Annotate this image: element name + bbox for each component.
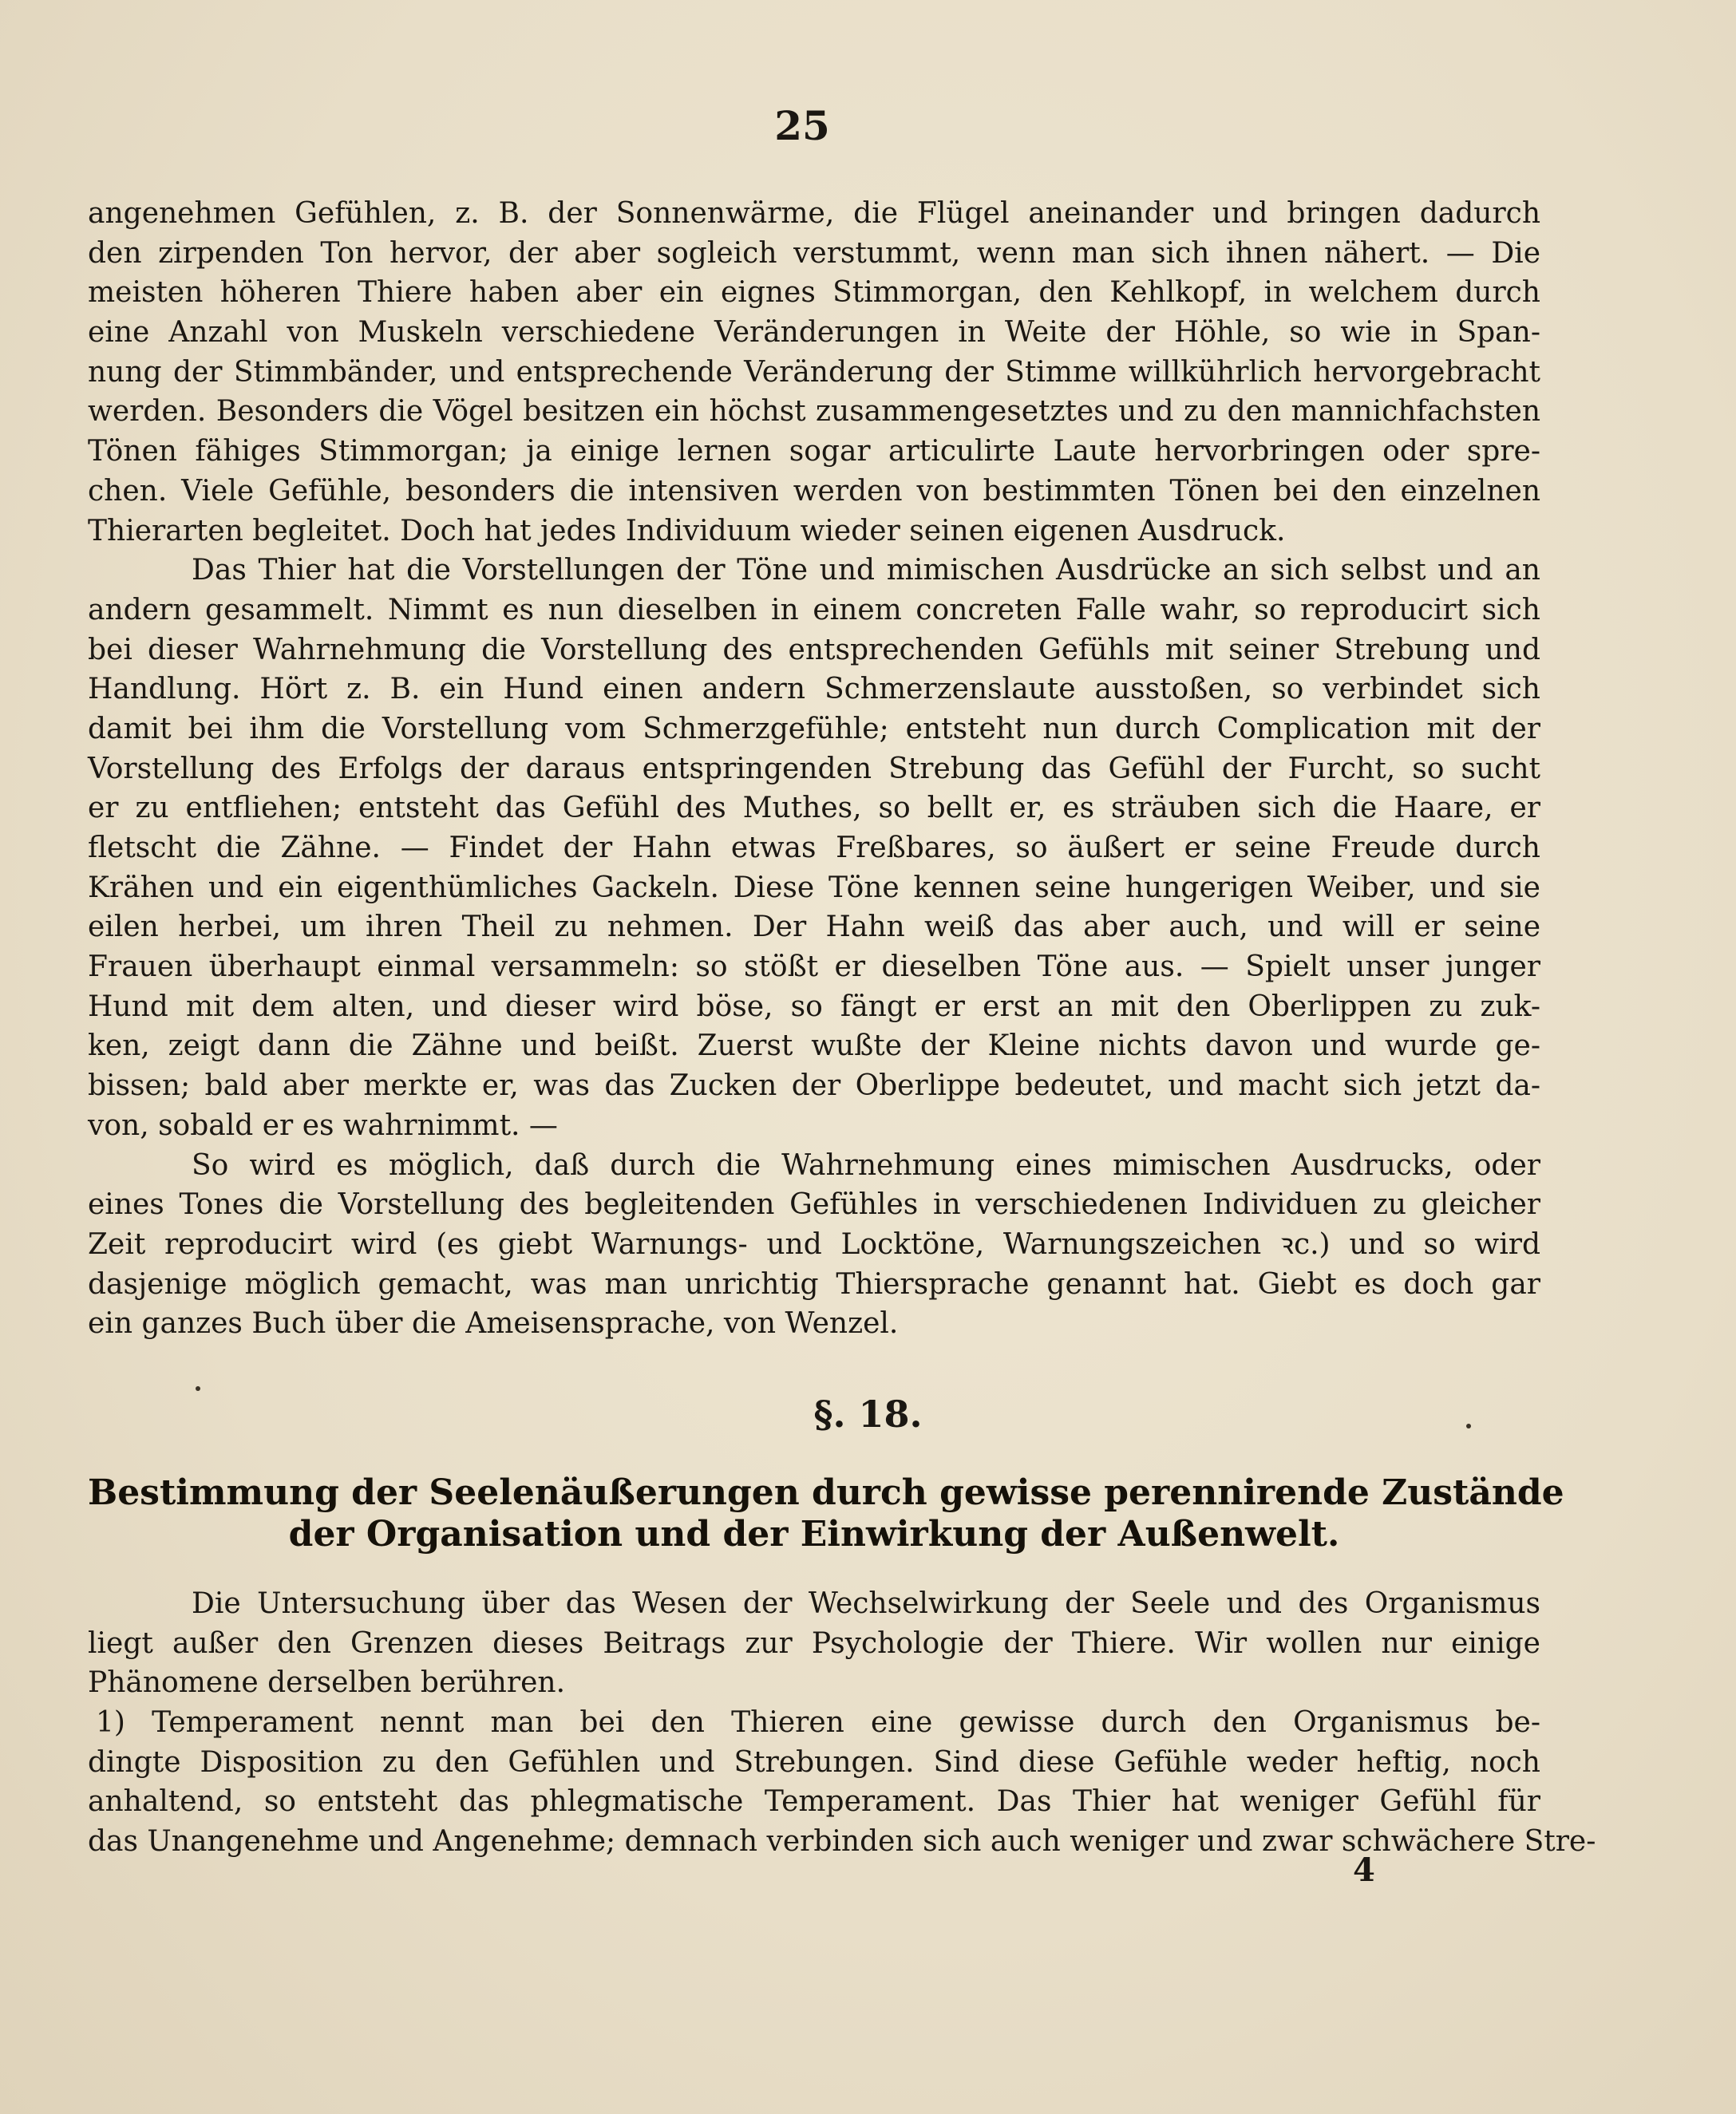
text-line: liegt außer den Grenzen dieses Beitrags zur Psychologie der Thiere. Wir wollen nur einige	[88, 1626, 1540, 1660]
text-line: Phänomene derselben berühren.	[88, 1666, 566, 1700]
text-line: nung der Stimmbänder, und entsprechende Veränderung der Stimme willkührlich hervorgebracht	[88, 355, 1540, 389]
text-line: er zu entfliehen; entsteht das Gefühl des Muthes, so bellt er, es sträuben sich die Haare, er	[88, 792, 1540, 825]
text-line: Hund mit dem alten, und dieser wird böse, so fängt er erst an mit den Oberlippen zu zuk-	[88, 990, 1540, 1023]
section-number: §. 18.	[813, 1393, 923, 1436]
text-line: angenehmen Gefühlen, z. B. der Sonnenwärme, die Flügel aneinander und bringen dadurch	[88, 197, 1540, 230]
text-line: bissen; bald aber merkte er, was das Zucken der Oberlippe bedeutet, und macht sich jetzt da-	[88, 1069, 1540, 1103]
text-line: damit bei ihm die Vorstellung vom Schmerzgefühle; entsteht nun durch Complication mit der	[88, 712, 1540, 745]
text-line: dingte Disposition zu den Gefühlen und Strebungen. Sind diese Gefühle weder heftig, noch	[88, 1745, 1540, 1779]
text-line: werden. Besonders die Vögel besitzen ein höchst zusammengesetztes und zu den mannichfachsten	[88, 395, 1540, 429]
text-line: Thierarten begleitet. Doch hat jedes Individuum wieder seinen eigenen Ausdruck.	[88, 514, 1286, 547]
text-line: Krähen und ein eigenthümliches Gackeln. Diese Töne kennen seine hungerigen Weiber, und sie	[88, 871, 1540, 904]
text-line: ein ganzes Buch über die Ameisensprache, von Wenzel.	[88, 1307, 899, 1341]
body-text-top	[88, 194, 1540, 1344]
heading-line: Bestimmung der Seelenäußerungen durch gewisse perennirende Zustände	[88, 1472, 1564, 1513]
text-line: Frauen überhaupt einmal versammeln: so stößt er dieselben Töne aus. — Spielt unser junger	[88, 950, 1540, 984]
text-line: andern gesammelt. Nimmt es nun dieselben in einem concreten Falle wahr, so reproducirt sich	[88, 593, 1540, 626]
text-line: von, sobald er es wahrnimmt. —	[88, 1108, 558, 1142]
text-line: eilen herbei, um ihren Theil zu nehmen. Der Hahn weiß das aber auch, und will er seine	[88, 911, 1540, 944]
text-line: So wird es möglich, daß durch die Wahrnehmung eines mimischen Ausdrucks, oder	[192, 1148, 1540, 1182]
print-speck	[196, 1386, 200, 1391]
text-line: anhaltend, so entsteht das phlegmatische Temperament. Das Thier hat weniger Gefühl für	[88, 1785, 1540, 1819]
text-line: ken, zeigt dann die Zähne und beißt. Zuerst wußte der Kleine nichts davon und wurde ge-	[88, 1029, 1540, 1063]
text-line: dasjenige möglich gemacht, was man unrichtig Thiersprache genannt hat. Giebt es doch gar	[88, 1267, 1540, 1301]
text-line: den zirpenden Ton hervor, der aber sogleich verstummt, wenn man sich ihnen nähert. — Die	[88, 236, 1540, 270]
text-line: Vorstellung des Erfolgs der daraus entspringenden Strebung das Gefühl der Furcht, so sucht	[88, 752, 1540, 785]
text-line: Das Thier hat die Vorstellungen der Töne und mimischen Ausdrücke an sich selbst und an	[192, 554, 1540, 587]
text-line: eine Anzahl von Muskeln verschiedene Veränderungen in Weite der Höhle, so wie in Span-	[88, 316, 1540, 350]
section-heading	[88, 1472, 1564, 1555]
text-line: Zeit reproducirt wird (es giebt Warnungs- und Locktöne, Warnungszeichen ꝛc.) und so wird	[88, 1227, 1540, 1261]
text-line: chen. Viele Gefühle, besonders die intensiven werden von bestimmten Tönen bei den einzelnen	[88, 474, 1540, 508]
signature-mark: 4	[1353, 1851, 1375, 1889]
body-text-bottom	[88, 1584, 1596, 1862]
text-line: 1) Temperament nennt man bei den Thieren eine gewisse durch den Organismus be-	[96, 1706, 1540, 1740]
text-line: bei dieser Wahrnehmung die Vorstellung des entsprechenden Gefühls mit seiner Strebung und	[88, 633, 1540, 666]
page-number: 25	[774, 102, 830, 149]
text-line: Handlung. Hört z. B. ein Hund einen andern Schmerzenslaute ausstoßen, so verbindet sich	[88, 673, 1540, 706]
text-line: das Unangenehme und Angenehme; demnach verbinden sich auch weniger und zwar schwächere Stre-	[88, 1825, 1596, 1859]
text-line: fletscht die Zähne. — Findet der Hahn etwas Freßbares, so äußert er seine Freude durch	[88, 832, 1540, 864]
text-line: eines Tones die Vorstellung des begleitenden Gefühles in verschiedenen Individuen zu gleicher	[88, 1188, 1540, 1222]
print-speck	[1466, 1424, 1471, 1428]
text-line: Tönen fähiges Stimmorgan; ja einige lernen sogar articulirte Laute hervorbringen oder spre-	[88, 435, 1540, 468]
text-line: meisten höheren Thiere haben aber ein eignes Stimmorgan, den Kehlkopf, in welchem durch	[88, 276, 1540, 310]
heading-line: der Organisation und der Einwirkung der Außenwelt.	[288, 1514, 1340, 1555]
text-line: Die Untersuchung über das Wesen der Wechselwirkung der Seele und des Organismus	[192, 1587, 1540, 1620]
